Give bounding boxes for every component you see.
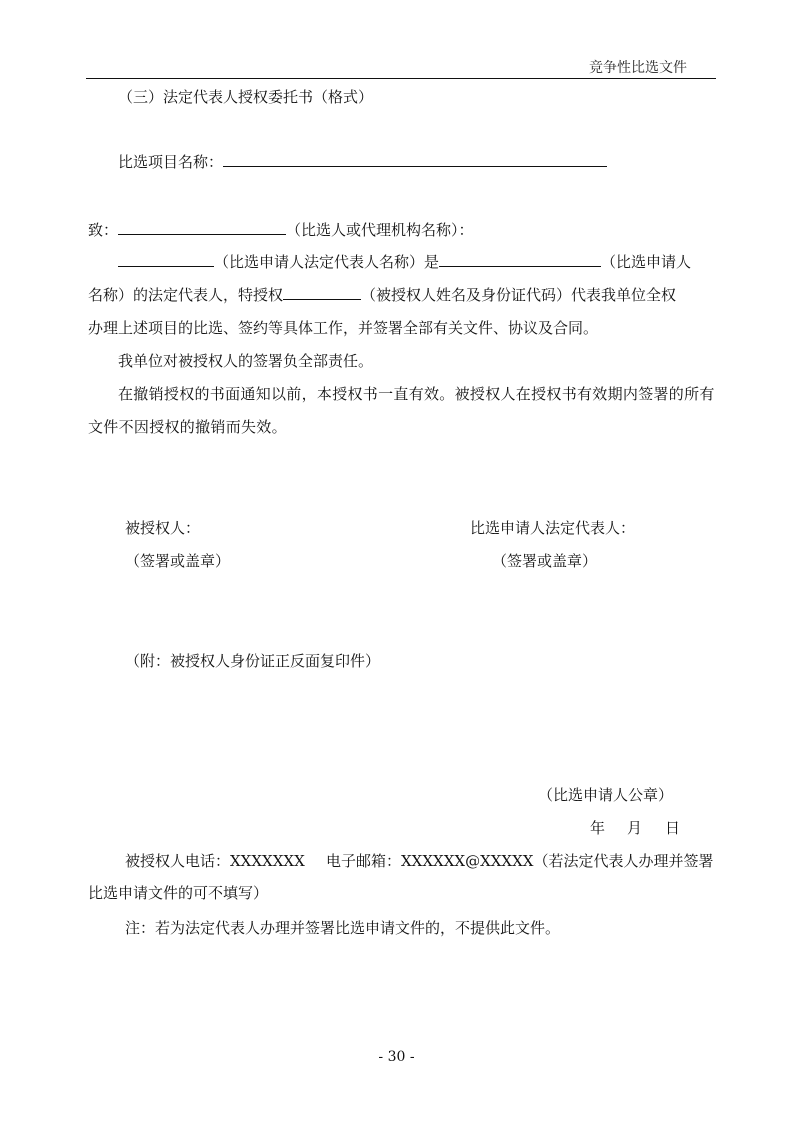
page-number: - 30 -	[378, 1049, 415, 1065]
contact-phone: 被授权人电话：XXXXXXX	[125, 852, 305, 870]
legal-rep-name-blank[interactable]	[118, 252, 214, 267]
attachment-note: （附：被授权人身份证正反面复印件）	[125, 652, 381, 670]
body-paragraph-2: 我单位对被授权人的签署负全部责任。	[118, 352, 374, 370]
body-text: （被授权人姓名及身份证代码）代表我单位全权	[361, 286, 677, 304]
authorized-person-blank[interactable]	[283, 285, 361, 300]
company-seal: （比选申请人公章）	[538, 786, 674, 804]
addressee-blank[interactable]	[118, 220, 286, 235]
project-name-label: 比选项目名称：	[118, 153, 224, 171]
addressee-label: 致：	[88, 221, 119, 239]
date-year: 年	[590, 819, 606, 837]
contact-email: 电子邮箱：XXXXXX@XXXXX（若法定代表人办理并签署	[326, 852, 714, 870]
contact-tail: 比选申请文件的可不填写）	[88, 884, 269, 902]
body-line-3: 办理上述项目的比选、签约等具体工作，并签署全部有关文件、协议及合同。	[88, 319, 599, 337]
addressee-note: （比选人或代理机构名称）：	[286, 221, 474, 239]
date-month: 月	[627, 819, 643, 837]
signature-right-label: 比选申请人法定代表人：	[470, 519, 636, 537]
body-line-1	[118, 252, 691, 272]
legal-rep-blank[interactable]	[439, 252, 601, 267]
project-name-row	[118, 152, 607, 172]
signature-right-note: （签署或盖章）	[492, 552, 598, 570]
date-day: 日	[665, 819, 681, 837]
body-text: （比选申请人法定代表人名称）是	[214, 253, 440, 271]
project-name-blank[interactable]	[223, 152, 607, 167]
body-text: 名称）的法定代表人，特授权	[88, 286, 284, 304]
signature-left-note: （签署或盖章）	[125, 552, 231, 570]
addressee-row	[88, 220, 474, 240]
section-title: （三）法定代表人授权委托书（格式）	[118, 88, 374, 106]
header-title: 竞争性比选文件	[589, 60, 687, 76]
footnote: 注：若为法定代表人办理并签署比选申请文件的，不提供此文件。	[125, 919, 561, 937]
body-text: （比选申请人	[601, 253, 692, 271]
body-paragraph-3: 在撤销授权的书面通知以前，本授权书一直有效。被授权人在授权书有效期内签署的所有文件不因授权的撤销而失效。	[88, 385, 715, 436]
body-line-2	[88, 285, 676, 305]
signature-left-label: 被授权人：	[125, 519, 201, 537]
header-rule	[86, 78, 716, 79]
